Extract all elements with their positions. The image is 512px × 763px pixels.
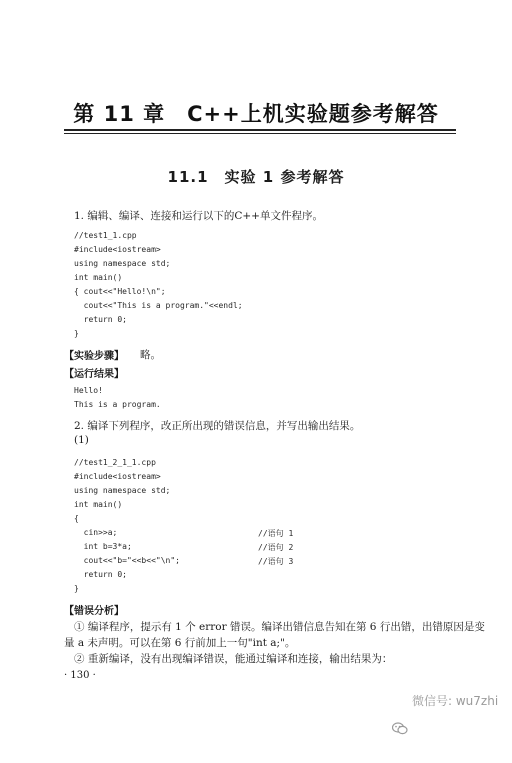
title-rule: [64, 129, 456, 131]
code-line: { cout<<"Hello!\n";: [74, 287, 166, 296]
code-line: {: [74, 514, 79, 523]
question-1: 1. 编辑、编译、连接和运行以下的C++单文件程序。: [74, 210, 323, 222]
code-line: int b=3*a;: [74, 542, 132, 551]
steps-label: 【实验步骤】: [64, 351, 124, 362]
code-line: cout<<"b="<<b<<"\n";: [74, 556, 180, 565]
watermark: [392, 692, 498, 709]
code-line: int main(): [74, 273, 123, 282]
wechat-icon: [392, 694, 408, 707]
code-line: return 0;: [74, 570, 127, 579]
code-comment: //语句 1: [258, 529, 294, 538]
question-2: 2. 编译下列程序，改正所出现的错误信息，并写出输出结果。: [74, 420, 361, 432]
title-rule-thin: [64, 133, 456, 134]
analysis-line: ② 重新编译，没有出现编译错误，能通过编译和连接，输出结果为：: [74, 653, 393, 665]
watermark-text: 微信号: wu7zhi: [412, 694, 499, 708]
code-line: using namespace std;: [74, 486, 171, 495]
code-line: return 0;: [74, 315, 127, 324]
steps-value: 略。: [140, 349, 161, 361]
output-line: This is a program.: [74, 400, 161, 409]
result-label: 【运行结果】: [64, 369, 124, 380]
code-line: #include<iostream>: [74, 245, 161, 254]
code-line: cin>>a;: [74, 528, 118, 537]
code-line: }: [74, 329, 79, 338]
chapter-title: 第 11 章 C++上机实验题参考解答: [73, 102, 439, 126]
section-title: 11.1 实验 1 参考解答: [167, 168, 345, 186]
code-comment: //语句 2: [258, 543, 294, 552]
code-line: //test1_2_1_1.cpp: [74, 458, 156, 467]
code-line: }: [74, 584, 79, 593]
question-2-sub: (1): [74, 434, 89, 446]
code-line: cout<<"This is a program."<<endl;: [74, 301, 243, 310]
output-line: Hello!: [74, 386, 103, 395]
page-number: · 130 ·: [64, 670, 96, 681]
code-line: int main(): [74, 500, 123, 509]
code-line: //test1_1.cpp: [74, 231, 137, 240]
analysis-label: 【错误分析】: [64, 606, 124, 617]
code-comment: //语句 3: [258, 557, 294, 566]
code-line: using namespace std;: [74, 259, 171, 268]
analysis-line: ① 编译程序，提示有 1 个 error 错误。编译出错信息告知在第 6 行出错，出错原因是变: [74, 621, 485, 633]
analysis-line: 量 a 未声明。可以在第 6 行前加上一句"int a;"。: [64, 637, 296, 649]
code-line: #include<iostream>: [74, 472, 161, 481]
